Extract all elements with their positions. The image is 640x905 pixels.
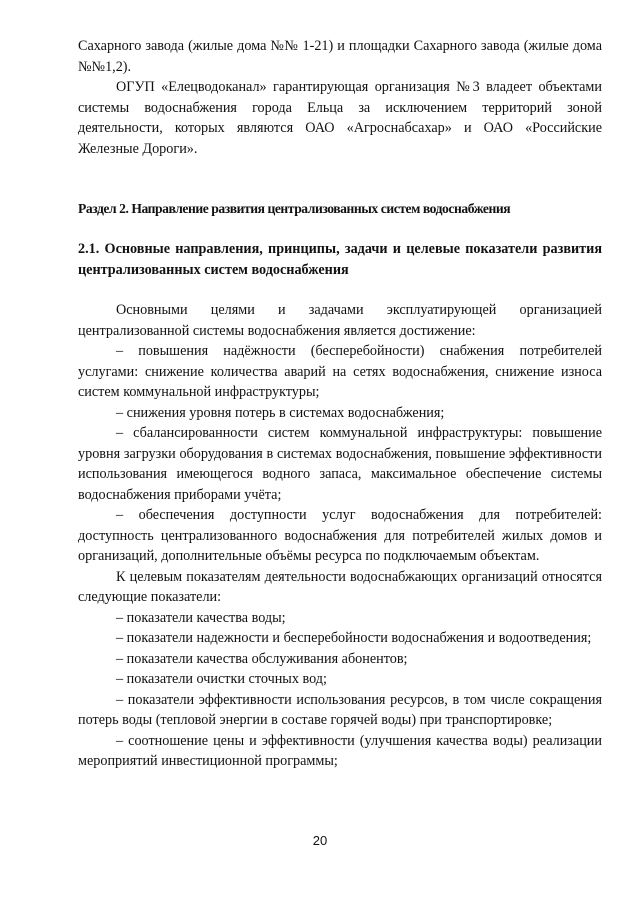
section-heading: Раздел 2. Направление развития централизованных систем водоснабжения: [78, 201, 511, 216]
goals-list-item: – сбалансированности систем коммунальной инфраструктуры: повышение уровня загрузки оборудования в системах водоснабжения, повышение эффективности использования имеющегося водного запаса, максимальное обеспечение системы водоснабжения приборами учёта;: [78, 425, 602, 503]
page-number: 20: [312, 833, 328, 848]
goals-list-item: – обеспечения доступности услуг водоснабжения для потребителей: доступность централизованного водоснабжения для потребителей жилых домов и организаций, дополнительные объёмы ресурса по подключаемым объектам.: [78, 507, 602, 564]
goals-list-item: – повышения надёжности (бесперебойности) снабжения потребителей услугами: снижение количества аварий на сетях водоснабжения, снижение износа систем коммунальной инфраструктуры;: [78, 343, 602, 400]
goals-list-item: – снижения уровня потерь в системах водоснабжения;: [116, 404, 445, 421]
indicators-list-item: – соотношение цены и эффективности (улучшения качества воды) реализации мероприятий инвестиционной программы;: [78, 732, 602, 769]
intro-paragraph-operator: ОГУП «Елецводоканал» гарантирующая организация №3 владеет объектами системы водоснабжения города Ельца за исключением территорий зоной деятельности, которых являются ОАО «Агроснабсахар» и ОАО «Российские Железные Дороги».: [78, 79, 602, 157]
goals-lead-paragraph: Основными целями и задачами эксплуатирующей организацией централизованной системы водоснабжения является достижение:: [78, 302, 602, 339]
indicators-list-item: – показатели очистки сточных вод;: [116, 671, 327, 687]
document-page: [78, 36, 602, 772]
indicators-lead-paragraph: К целевым показателям деятельности водоснабжающих организаций относятся следующие показатели:: [78, 568, 602, 605]
subsection-heading: 2.1. Основные направления, принципы, задачи и целевые показатели развития централизованных систем водоснабжения: [78, 241, 602, 278]
intro-paragraph-continued: Сахарного завода (жилые дома №№ 1-21) и площадки Сахарного завода (жилые дома №№1,2).: [78, 38, 602, 75]
indicators-list-item: – показатели эффективности использования ресурсов, в том числе сокращения потерь воды (тепловой энергии в составе горячей воды) при транспортировке;: [78, 691, 602, 728]
indicators-list-item: – показатели надежности и бесперебойности водоснабжения и водоотведения;: [116, 630, 592, 646]
indicators-list-item: – показатели качества воды;: [116, 609, 286, 626]
indicators-list-item: – показатели качества обслуживания абонентов;: [116, 650, 408, 667]
